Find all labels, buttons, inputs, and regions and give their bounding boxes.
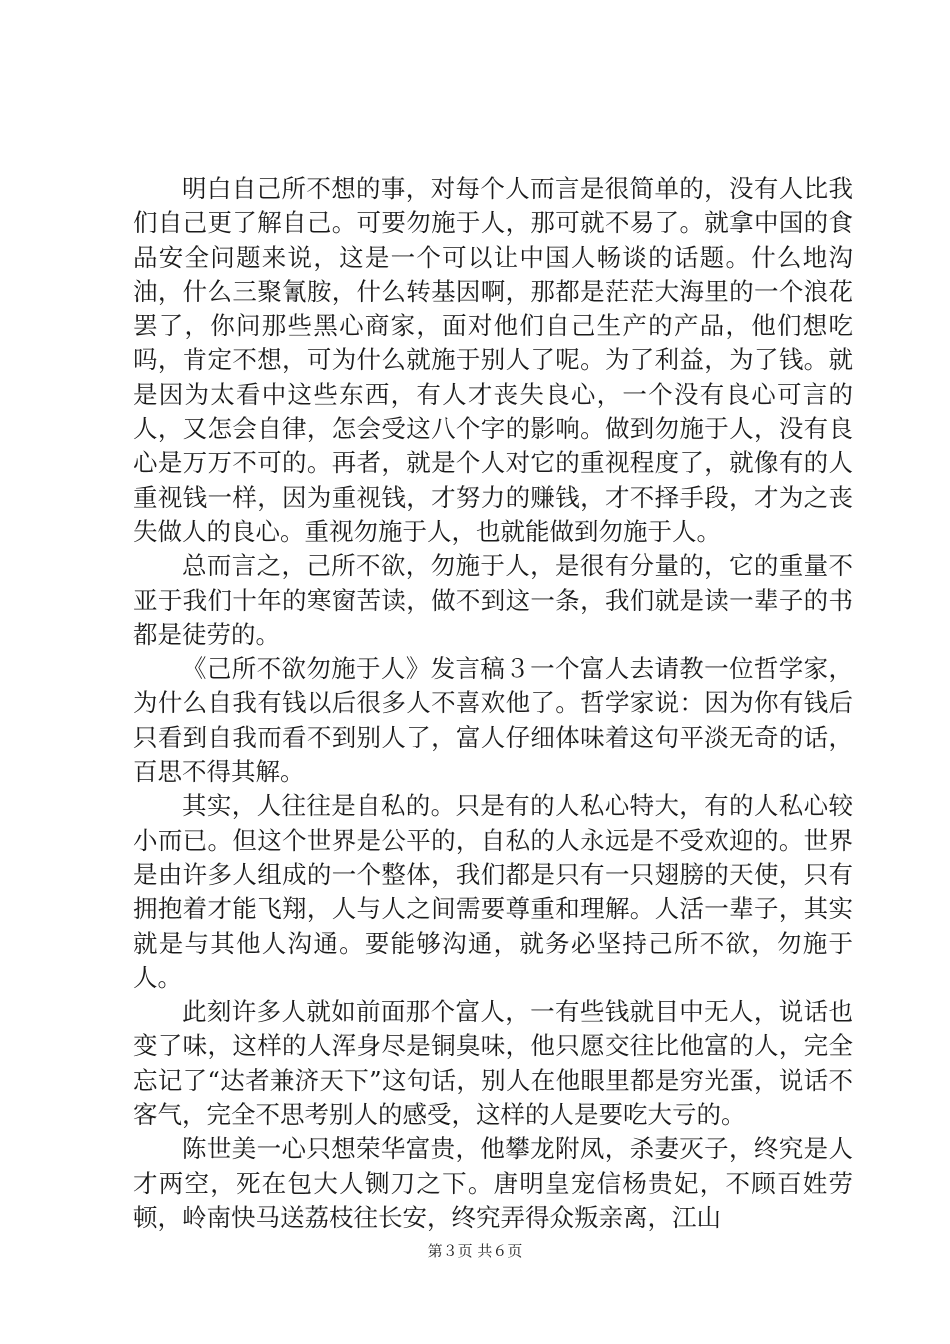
paragraph: 总而言之，己所不欲，勿施于人，是很有分量的，它的重量不亚于我们十年的寒窗苦读，做不到这一条，我们就是读一辈子的书都是徒劳的。 (133, 551, 853, 649)
page-number-footer: 第３页 共６页 (427, 1242, 523, 1260)
paragraph: 明白自己所不想的事，对每个人而言是很简单的，没有人比我们自己更了解自己。可要勿施于人，那可就不易了。就拿中国的食品安全问题来说，这是一个可以让中国人畅谈的话题。什么地沟油，什么三聚氰胺，什么转基因啊，那都是茫茫大海里的一个浪花罢了，你问那些黑心商家，面对他们自己生产的产品，他们想吃吗，肯定不想，可为什么就施于别人了呢。为了利益，为了钱。就是因为太看中这些东西，有人才丧失良心，一个没有良心可言的人，又怎会自律，怎会受这八个字的影响。做到勿施于人，没有良心是万万不可的。再者，就是个人对它的重视程度了，就像有的人重视钱一样，因为重视钱，才努力的赚钱，才不择手段，才为之丧失做人的良心。重视勿施于人，也就能做到勿施于人。 (133, 174, 853, 546)
body-text (133, 172, 853, 1235)
paragraph: 其实，人往往是自私的。只是有的人私心特大，有的人私心较小而已。但这个世界是公平的，自私的人永远是不受欢迎的。世界是由许多人组成的一个整体，我们都是只有一只翅膀的天使，只有拥抱着才能飞翔，人与人之间需要尊重和理解。人活一辈子，其实就是与其他人沟通。要能够沟通，就务必坚持己所不欲，勿施于人。 (133, 791, 853, 992)
paragraph: 陈世美一心只想荣华富贵，他攀龙附凤，杀妻灭子，终究是人才两空，死在包大人铡刀之下。唐明皇宠信杨贵妃，不顾百姓劳顿，岭南快马送荔枝往长安，终究弄得众叛亲离，江山 (133, 1134, 853, 1232)
paragraph: 《己所不欲勿施于人》发言稿３一个富人去请教一位哲学家，为什么自我有钱以后很多人不喜欢他了。哲学家说：因为你有钱后只看到自我而看不到别人了，富人仔细体味着这句平淡无奇的话，百思不得其解。 (133, 654, 853, 787)
paragraph: 此刻许多人就如前面那个富人，一有些钱就目中无人，说话也变了味，这样的人浑身尽是铜臭味，他只愿交往比他富的人，完全忘记了“达者兼济天下”这句话，别人在他眼里都是穷光蛋，说话不客气，完全不思考别人的感受，这样的人是要吃大亏的。 (133, 997, 853, 1130)
